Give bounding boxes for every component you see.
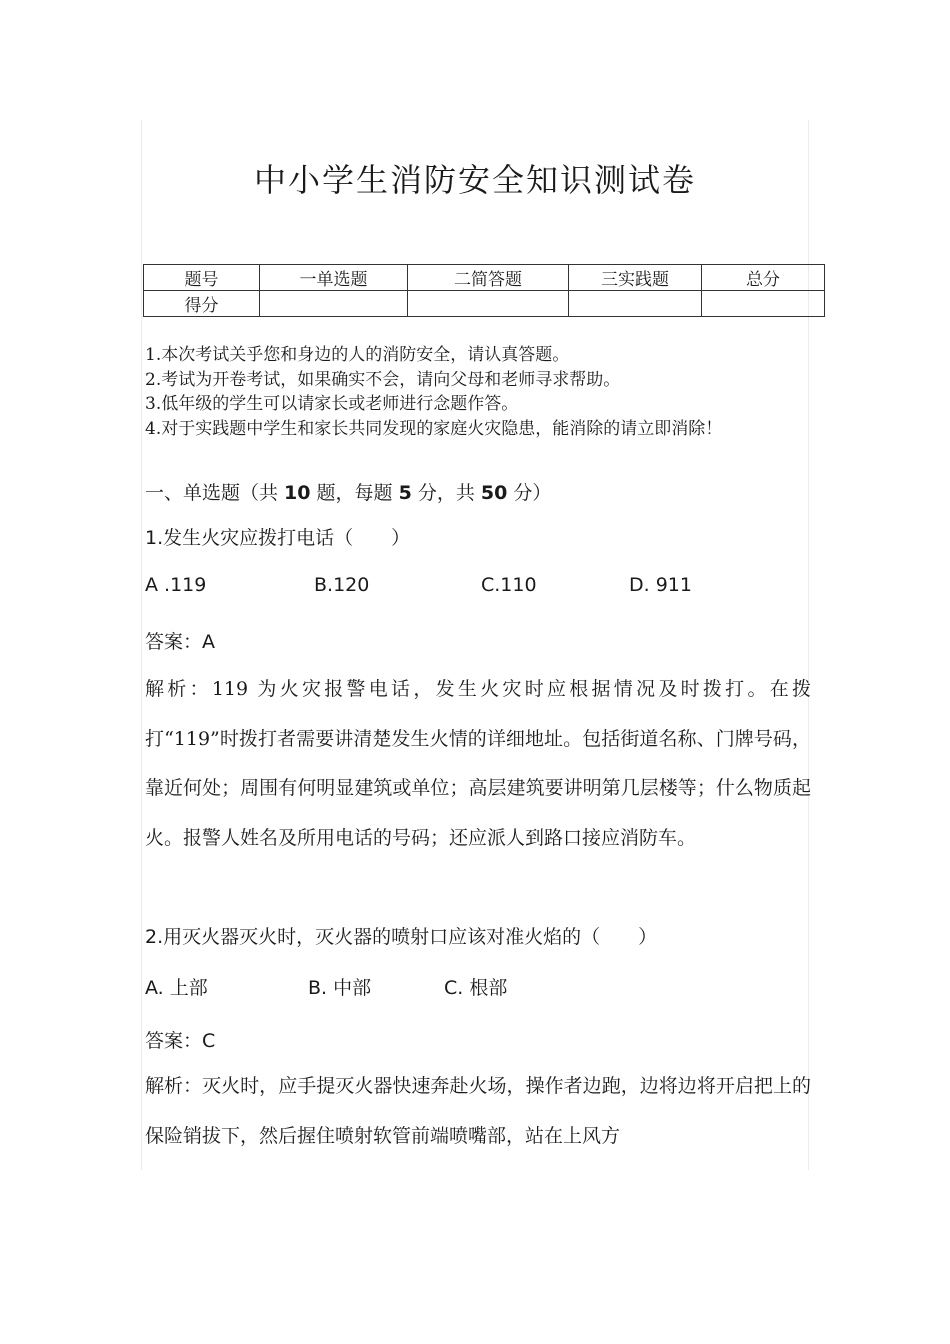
answer-label: 答案： — [145, 1030, 203, 1052]
score-table-header-row — [144, 265, 825, 291]
score-cell[interactable] — [260, 291, 408, 317]
explanation-1: 解析：119 为火灾报警电话，发生火灾时应根据情况及时拨打。在拨打“119”时拨打者需要讲清楚发生火情的详细地址。包括街道名称、门牌号码，靠近何处；周围有何明显建筑或单位；高层建筑要讲明第几层楼等；什么物质起火。报警人姓名及所用电话的号码；还应派人到路口接应消防车。 — [145, 678, 811, 849]
instruction-item: 4.对于实践题中学生和家长共同发现的家庭火灾隐患，能消除的请立即消除！ — [145, 418, 723, 439]
section-suffix: 分） — [507, 482, 552, 504]
answer-2 — [145, 1026, 215, 1053]
question-number: 1. — [145, 527, 164, 549]
explanation-2: 解析：灭火时，应手提灭火器快速奔赴火场，操作者边跑，边将边将开启把上的保险销拔下，然后握住喷射软管前端喷嘴部，站在上风方 — [145, 1075, 811, 1147]
page-edge-left — [141, 120, 142, 1170]
score-header-cell: 一单选题 — [260, 265, 408, 291]
option-letter: C. — [444, 977, 464, 999]
section-heading — [145, 478, 551, 505]
score-cell[interactable] — [408, 291, 569, 317]
option-letter: B. — [308, 977, 328, 999]
answer-value: A — [202, 631, 216, 653]
score-table-score-row — [144, 291, 825, 317]
question-1 — [145, 523, 410, 550]
answer-label: 答案： — [145, 631, 203, 653]
section-total: 50 — [480, 482, 508, 504]
option-a — [145, 973, 208, 1000]
section-mid1: 题，每题 — [310, 482, 399, 504]
question-2 — [145, 922, 657, 949]
question-text: 用灭火器灭火时，灭火器的喷射口应该对准火焰的（ ） — [163, 926, 658, 948]
instructions — [145, 343, 810, 441]
instruction-item: 2.考试为开卷考试，如果确实不会，请向父母和老师寻求帮助。 — [145, 369, 621, 390]
section-prefix: 一、单选题（共 — [145, 482, 285, 504]
option-c: C.110 — [481, 574, 537, 596]
section-count: 10 — [284, 482, 311, 504]
instruction-item: 3.低年级的学生可以请家长或老师进行念题作答。 — [145, 394, 519, 414]
option-text: 根部 — [469, 977, 508, 999]
option-text: 上部 — [169, 977, 208, 999]
option-a: A .119 — [145, 574, 207, 596]
option-d: D. 911 — [629, 574, 692, 596]
score-row-label: 得分 — [144, 291, 260, 317]
section-points: 5 — [398, 482, 412, 504]
score-header-cell: 二简答题 — [408, 265, 569, 291]
page-title: 中小学生消防安全知识测试卷 — [253, 161, 696, 199]
instruction-item: 1.本次考试关乎您和身边的人的消防安全，请认真答题。 — [145, 345, 570, 365]
score-cell[interactable] — [569, 291, 702, 317]
score-table — [143, 264, 825, 317]
section-mid2: 分，共 — [411, 482, 481, 504]
option-text: 中部 — [333, 977, 372, 999]
option-b — [308, 973, 371, 1000]
score-header-cell: 三实践题 — [569, 265, 702, 291]
option-letter: A. — [145, 977, 164, 999]
score-cell[interactable] — [702, 291, 825, 317]
answer-1 — [145, 627, 215, 654]
score-header-cell: 总分 — [702, 265, 825, 291]
question-number: 2. — [145, 926, 164, 948]
option-b: B.120 — [314, 574, 370, 596]
option-c — [444, 973, 507, 1000]
answer-value: C — [202, 1030, 216, 1052]
score-header-cell: 题号 — [144, 265, 260, 291]
question-text: 发生火灾应拨打电话（ ） — [163, 527, 411, 549]
